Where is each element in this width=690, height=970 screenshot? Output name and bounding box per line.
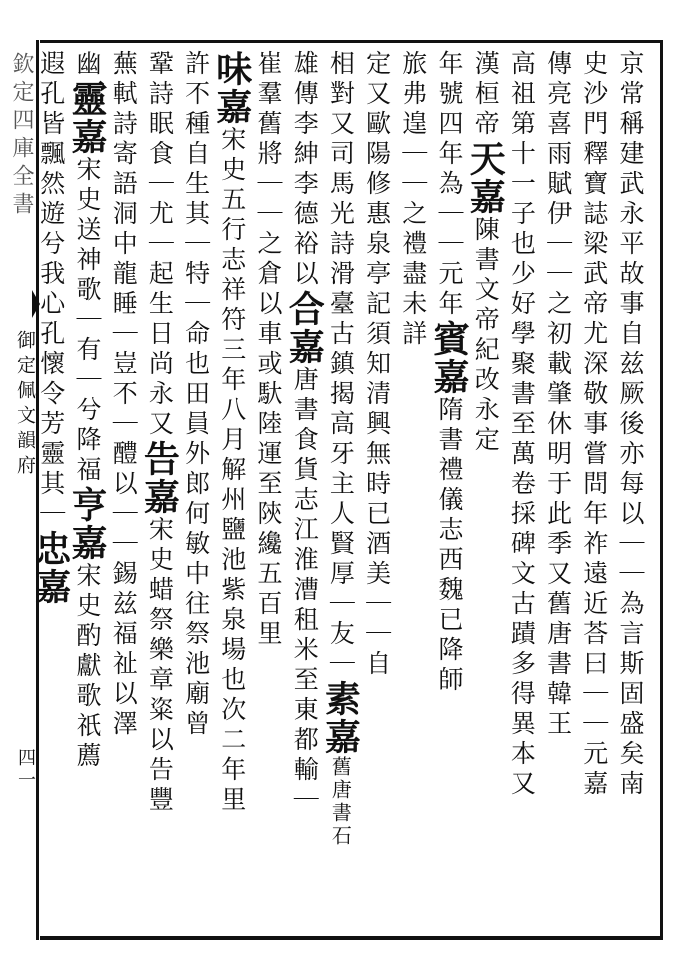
text-column [210, 50, 253, 930]
headword: 天嘉 [464, 140, 507, 216]
text-segment: 鞏詩眠食｜尤｜起生日尚永又 [145, 50, 175, 440]
text-segment: 宋史送神歌｜有｜兮降福 [72, 156, 102, 486]
bottom-border-line [40, 936, 662, 940]
text-segment: 史沙門釋寶誌梁武帝尤深敬事嘗問年祚遠近荅曰｜｜元嘉 [579, 50, 609, 800]
text-column [464, 50, 507, 930]
headword: 賓嘉 [427, 320, 470, 396]
text-column [138, 50, 181, 930]
margin-book-title: 御定佩文韻府 [14, 330, 36, 480]
text-column [358, 50, 394, 930]
page-number: 四一 [15, 748, 36, 792]
text-segment: 旅弗遑｜｜之禮盡未詳 [398, 50, 428, 350]
text-segment: 宋史蜡祭樂章粢以告豐 [145, 516, 175, 816]
text-segment: 相對又司馬光詩滑臺古鎮揭高牙主人賢厚｜友｜ [326, 50, 356, 680]
text-segment: 崔羣舊將｜｜之 [253, 50, 283, 260]
text-column [503, 50, 539, 930]
headword: 合嘉 [283, 290, 326, 366]
headword: 靈嘉 [65, 80, 108, 156]
headword: 忠嘉 [29, 530, 72, 606]
text-segment: 年號 [434, 50, 464, 110]
margin-faded-title: 欽定四庫全書 [9, 52, 34, 220]
text-segment: 舊唐書石 [328, 756, 353, 848]
text-segment: 幽 [72, 50, 102, 80]
right-border-line [660, 40, 663, 940]
text-column [65, 50, 108, 930]
text-column [177, 50, 213, 930]
text-column [250, 50, 286, 930]
text-segment: 令芳靈其｜ [36, 380, 66, 530]
text-segment: 宋史酌獻歌祇薦 [72, 562, 102, 772]
text-column [105, 50, 141, 930]
text-segment: 隋書禮儀志西魏已降師 [434, 396, 464, 696]
text-column [29, 50, 72, 930]
text-segment: 倉以車或馱陸運至陝纔五百里 [253, 260, 283, 650]
text-segment: 醴以｜｜錫兹福祉以澤 [109, 440, 139, 740]
text-segment: 許不種自生其｜特｜命也田員外郎何敏中往祭池廟曾 [181, 50, 211, 740]
text-segment: 漢桓帝 [471, 50, 501, 140]
text-segment: 遐 [36, 50, 66, 80]
text-column [539, 50, 575, 930]
text-segment: 傳亮喜雨賦伊｜｜之初載肇休明于此季又舊唐書韓王 [543, 50, 573, 740]
top-border-line [40, 40, 662, 43]
headword: 告嘉 [138, 440, 181, 516]
headword: 亨嘉 [65, 486, 108, 562]
text-segment: 宋史五行志祥符三年八月解州鹽池紫泉場也次二年里 [217, 126, 247, 816]
text-segment: 高祖第十一子也少好學聚書至萬卷採碑文古蹟多得異本又 [507, 50, 537, 800]
text-column [612, 50, 648, 930]
headword: 味嘉 [210, 50, 253, 126]
text-column [427, 50, 470, 930]
text-segment: 定又歐陽修惠泉亭記須知清興無時已酒美｜｜自 [362, 50, 392, 680]
headword: 素嘉 [319, 680, 362, 756]
text-segment: 陳書文帝紀改永定 [471, 216, 501, 456]
text-column [283, 50, 326, 930]
text-segment: 蕪軾詩寄語洞中龍睡｜豈不｜ [109, 50, 139, 440]
text-column [395, 50, 431, 930]
text-column [576, 50, 612, 930]
text-segment: 孔皆飄然遊兮我心孔懷 [36, 80, 66, 380]
text-segment: 四年為｜｜元年 [434, 110, 464, 320]
text-column [319, 50, 362, 930]
text-segment: 雄傳李紳李德裕以 [290, 50, 320, 290]
text-segment: 唐書食貨志江淮漕租米至東都輸｜ [290, 366, 320, 816]
text-segment: 京常稱建武永平故事自兹厥後亦每以｜｜為言斯固盛矣南 [615, 50, 645, 800]
